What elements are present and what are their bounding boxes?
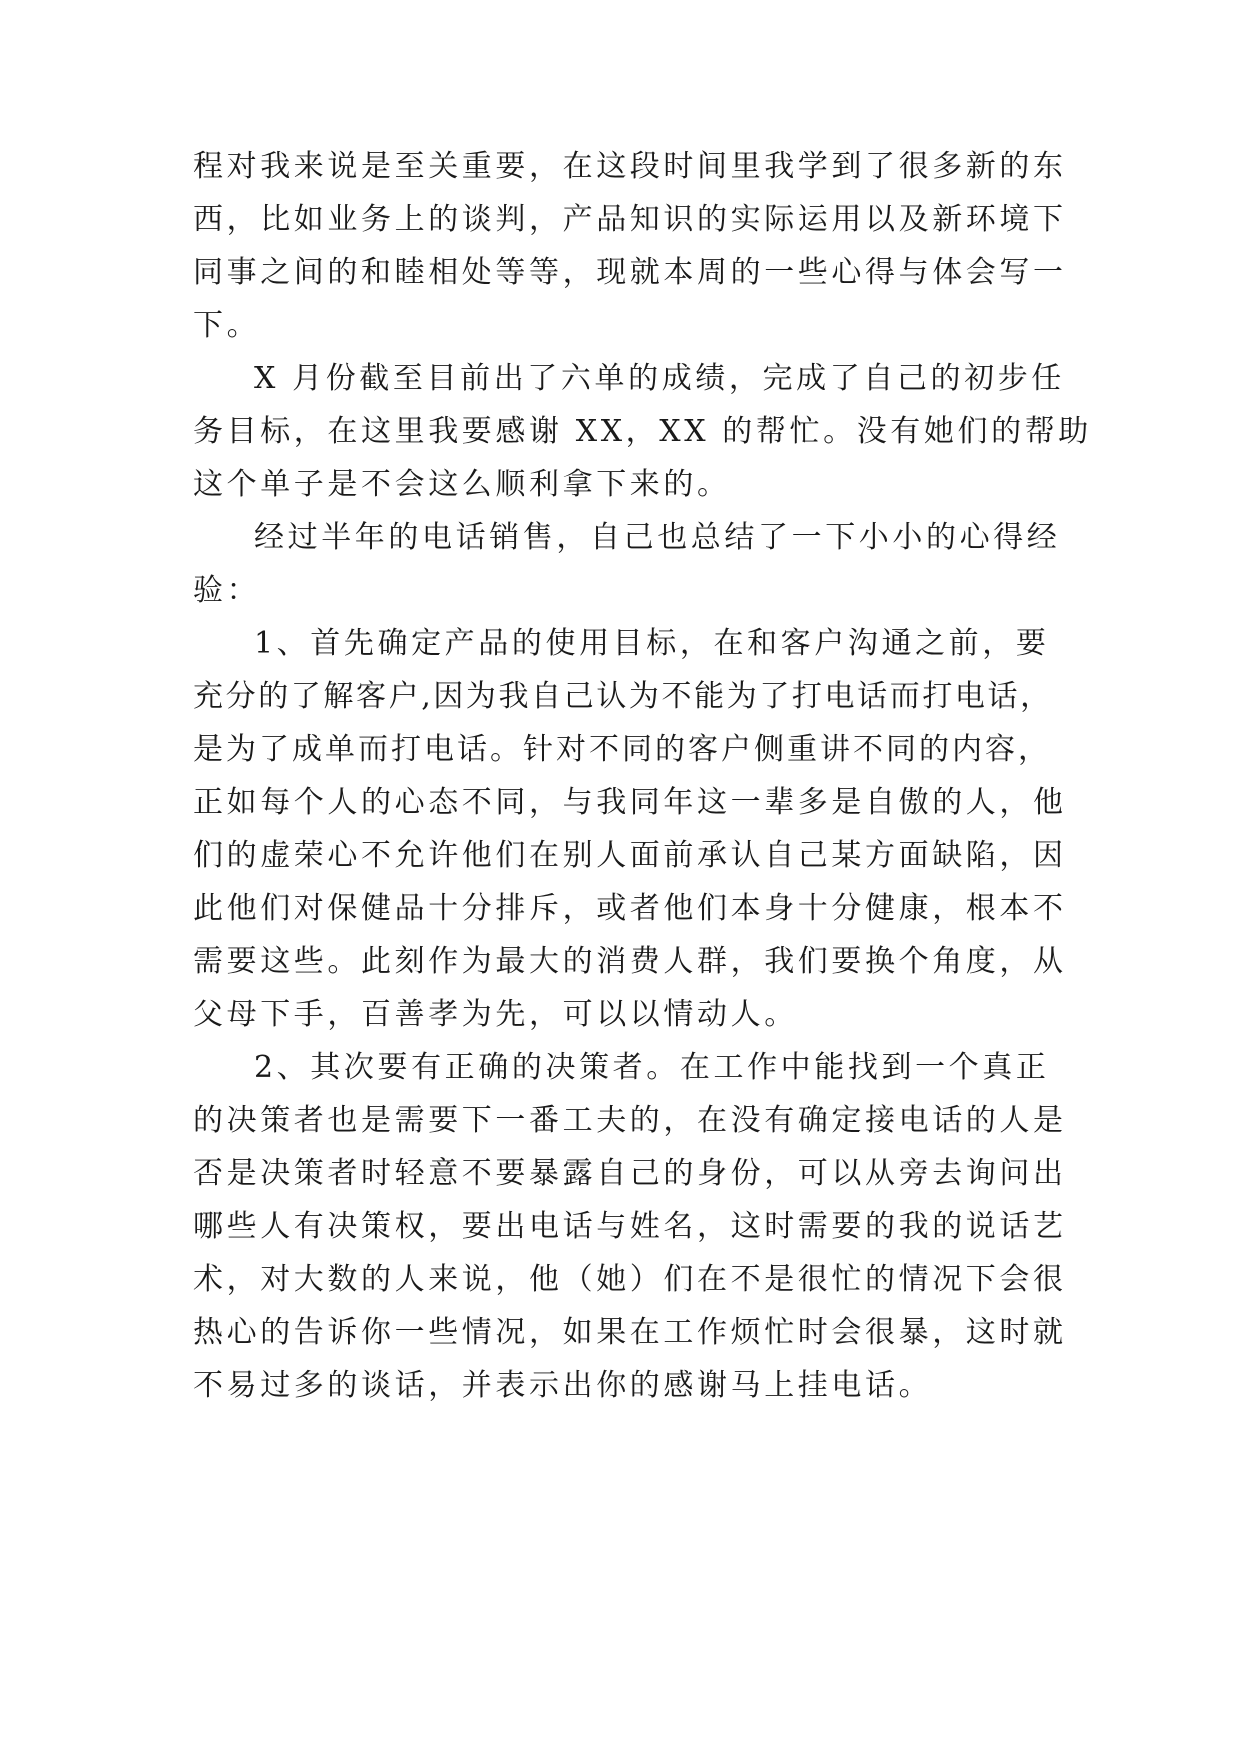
text-line: 2、其次要有正确的决策者。在工作中能找到一个真正 [254,1050,1050,1085]
text-line: 热心的告诉你一些情况，如果在工作烦忙时会很暴，这时就 [193,1315,1067,1350]
text-line: 经过半年的电话销售，自己也总结了一下小小的心得经 [254,520,1061,555]
text-line: 是为了成单而打电话。针对不同的客户侧重讲不同的内容， [193,732,1051,767]
text-line: 务目标，在这里我要感谢 XX，XX 的帮忙。没有她们的帮助 [193,414,1092,449]
text-line: 术，对大数的人来说，他（她）们在不是很忙的情况下会很 [193,1262,1067,1297]
text-line: 西，比如业务上的谈判，产品知识的实际运用以及新环境下 [193,202,1067,237]
text-line: 验： [193,573,261,608]
text-line: 同事之间的和睦相处等等，现就本周的一些心得与体会写一 [193,255,1067,290]
text-line: 这个单子是不会这么顺利拿下来的。 [193,467,731,502]
text-line: 们的虚荣心不允许他们在别人面前承认自己某方面缺陷，因 [193,838,1067,873]
text-line: 1、首先确定产品的使用目标，在和客户沟通之前，要 [254,626,1050,661]
text-line: 哪些人有决策权，要出电话与姓名，这时需要的我的说话艺 [193,1209,1067,1244]
text-line: 正如每个人的心态不同，与我同年这一辈多是自傲的人，他 [193,785,1067,820]
text-line: 的决策者也是需要下一番工夫的，在没有确定接电话的人是 [193,1103,1067,1138]
text-line: X 月份截至目前出了六单的成绩，完成了自己的初步任 [254,361,1065,396]
text-line: 充分的了解客户,因为我自己认为不能为了打电话而打电话， [193,679,1053,714]
text-line: 不易过多的谈话，并表示出你的感谢马上挂电话。 [193,1368,933,1403]
text-line: 需要这些。此刻作为最大的消费人群，我们要换个角度，从 [193,944,1067,979]
text-line: 此他们对保健品十分排斥，或者他们本身十分健康，根本不 [193,891,1067,926]
text-line: 下。 [193,308,261,343]
text-line: 否是决策者时轻意不要暴露自己的身份，可以从旁去询问出 [193,1156,1067,1191]
text-line: 父母下手，百善孝为先，可以以情动人。 [193,997,798,1032]
text-line: 程对我来说是至关重要，在这段时间里我学到了很多新的东 [193,149,1067,184]
